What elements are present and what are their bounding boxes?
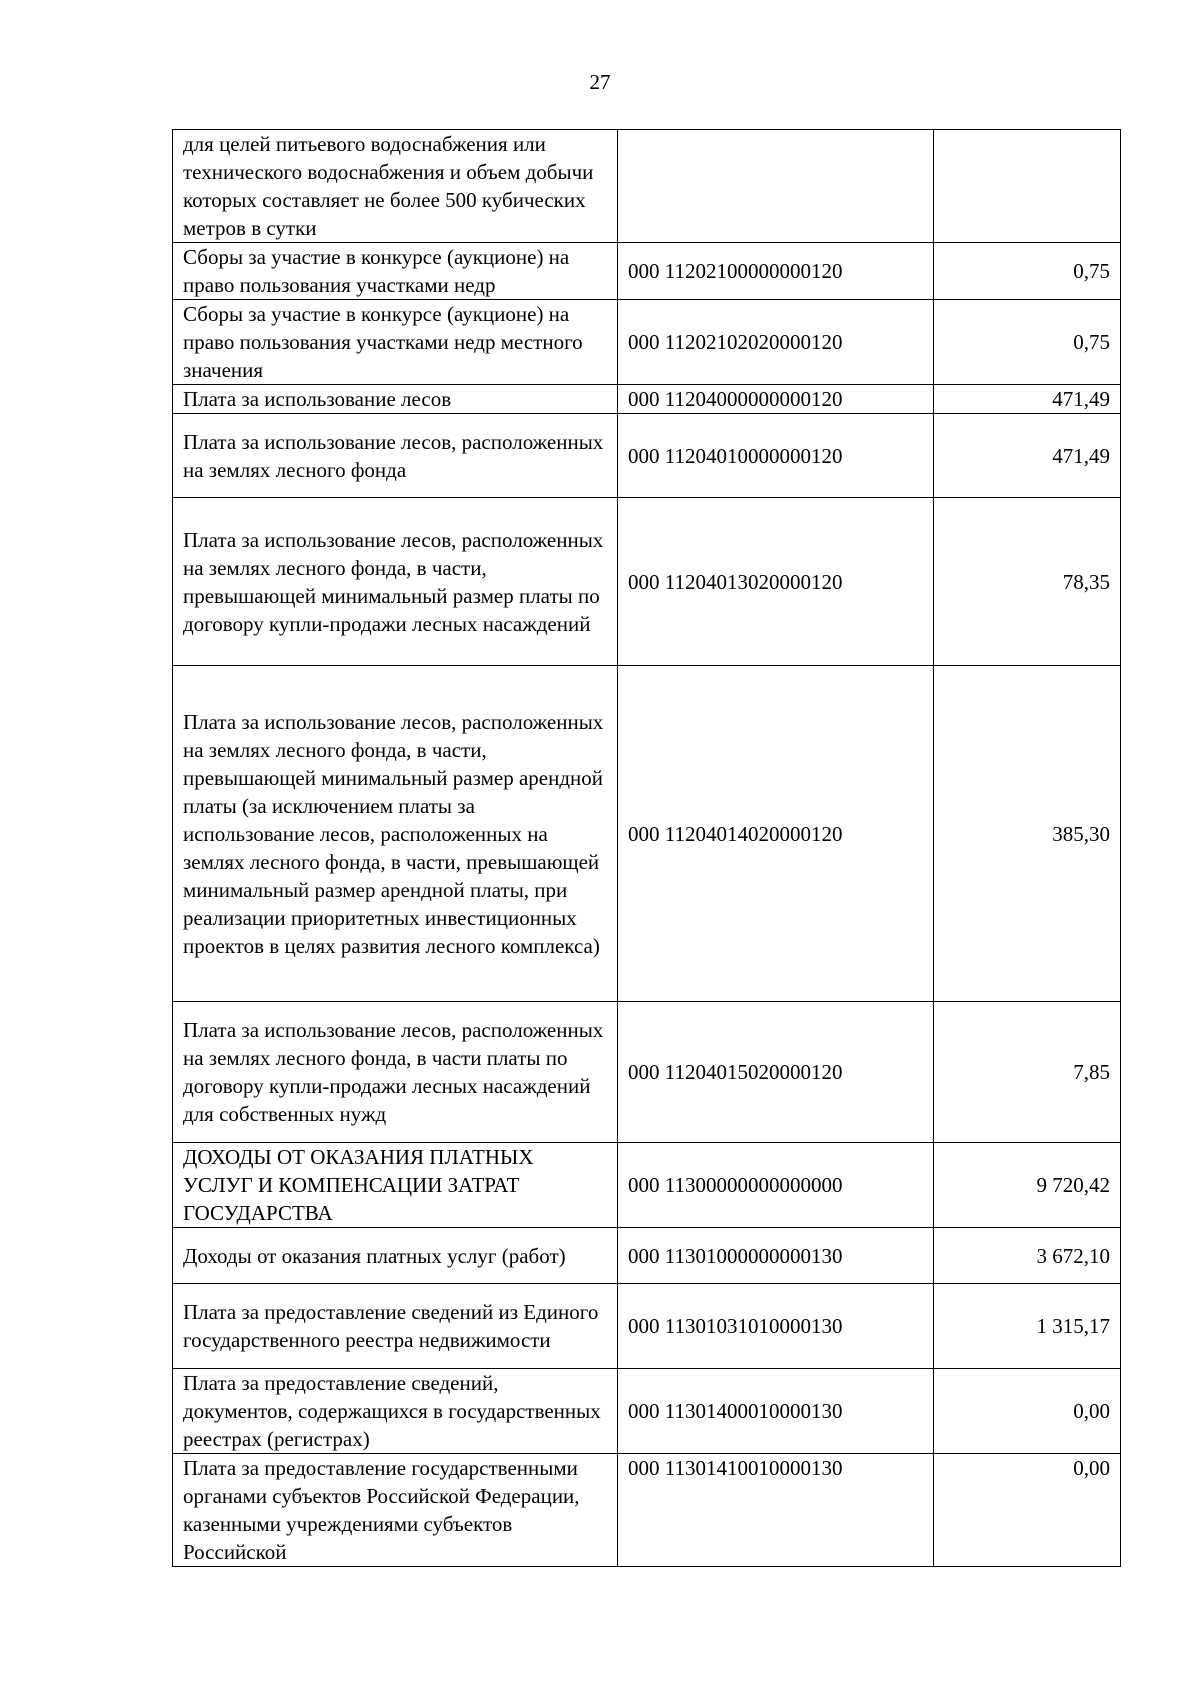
- row-code: 000 11300000000000000: [618, 1143, 934, 1228]
- row-name: Сборы за участие в конкурсе (аукционе) на право пользования участками недр: [173, 243, 618, 300]
- row-value: 3 672,10: [934, 1228, 1121, 1284]
- row-value: 0,75: [934, 300, 1121, 385]
- row-value: 1 315,17: [934, 1284, 1121, 1369]
- row-value: [934, 130, 1121, 243]
- row-code: 000 11202100000000120: [618, 243, 934, 300]
- row-code: 000 11204000000000120: [618, 385, 934, 414]
- row-code: 000 11301000000000130: [618, 1228, 934, 1284]
- row-value: 0,00: [934, 1369, 1121, 1454]
- row-name: Доходы от оказания платных услуг (работ): [173, 1228, 618, 1284]
- table-row: [173, 414, 1121, 498]
- row-code: 000 11204014020000120: [618, 666, 934, 1002]
- row-value: 9 720,42: [934, 1143, 1121, 1228]
- row-name: ДОХОДЫ ОТ ОКАЗАНИЯ ПЛАТНЫХ УСЛУГ И КОМПЕНСАЦИИ ЗАТРАТ ГОСУДАРСТВА: [173, 1143, 618, 1228]
- table-row: [173, 130, 1121, 243]
- row-value: 7,85: [934, 1002, 1121, 1143]
- row-value: 0,75: [934, 243, 1121, 300]
- row-value: 385,30: [934, 666, 1121, 1002]
- table-row: [173, 243, 1121, 300]
- row-value: 471,49: [934, 385, 1121, 414]
- row-name: Плата за использование лесов, расположенных на землях лесного фонда, в части платы по договору купли-продажи лесных насаждений для собственных нужд: [173, 1002, 618, 1143]
- table-row: [173, 1454, 1121, 1567]
- row-code: 000 11301031010000130: [618, 1284, 934, 1369]
- table-row: [173, 1228, 1121, 1284]
- row-name: Плата за предоставление сведений, документов, содержащихся в государственных реестрах (регистрах): [173, 1369, 618, 1454]
- row-code: 000 11204010000000120: [618, 414, 934, 498]
- row-code: 000 11204013020000120: [618, 498, 934, 666]
- row-value: 471,49: [934, 414, 1121, 498]
- row-value: 78,35: [934, 498, 1121, 666]
- table-row: [173, 1143, 1121, 1228]
- table-row: [173, 498, 1121, 666]
- row-code: 000 11202102020000120: [618, 300, 934, 385]
- row-name: Плата за использование лесов, расположенных на землях лесного фонда, в части, превышающей минимальный размер арендной платы (за исключением платы за использование лесов, расположенных на землях лесного фонда, в части, превышающей минимальный размер арендной платы, при реализации приоритетных инвестиционных проектов в целях развития лесного комплекса): [173, 666, 618, 1002]
- row-name: Плата за использование лесов, расположенных на землях лесного фонда: [173, 414, 618, 498]
- table-row: [173, 666, 1121, 1002]
- row-value: 0,00: [934, 1454, 1121, 1567]
- row-name: для целей питьевого водоснабжения или технического водоснабжения и объем добычи которых составляет не более 500 кубических метров в сутки: [173, 130, 618, 243]
- table-row: [173, 1284, 1121, 1369]
- table-row: [173, 300, 1121, 385]
- row-code: 000 11301400010000130: [618, 1369, 934, 1454]
- table-row: [173, 1002, 1121, 1143]
- row-code: [618, 130, 934, 243]
- row-name: Плата за предоставление государственными органами субъектов Российской Федерации, казенными учреждениями субъектов Российской: [173, 1454, 618, 1567]
- row-name: Плата за предоставление сведений из Единого государственного реестра недвижимости: [173, 1284, 618, 1369]
- row-name: Сборы за участие в конкурсе (аукционе) на право пользования участками недр местного значения: [173, 300, 618, 385]
- row-code: 000 11301410010000130: [618, 1454, 934, 1567]
- table-row: [173, 385, 1121, 414]
- revenue-table: [172, 129, 1121, 1567]
- row-name: Плата за использование лесов, расположенных на землях лесного фонда, в части, превышающей минимальный размер платы по договору купли-продажи лесных насаждений: [173, 498, 618, 666]
- row-code: 000 11204015020000120: [618, 1002, 934, 1143]
- page-number: 27: [589, 70, 611, 94]
- table-row: [173, 1369, 1121, 1454]
- row-name: Плата за использование лесов: [173, 385, 618, 414]
